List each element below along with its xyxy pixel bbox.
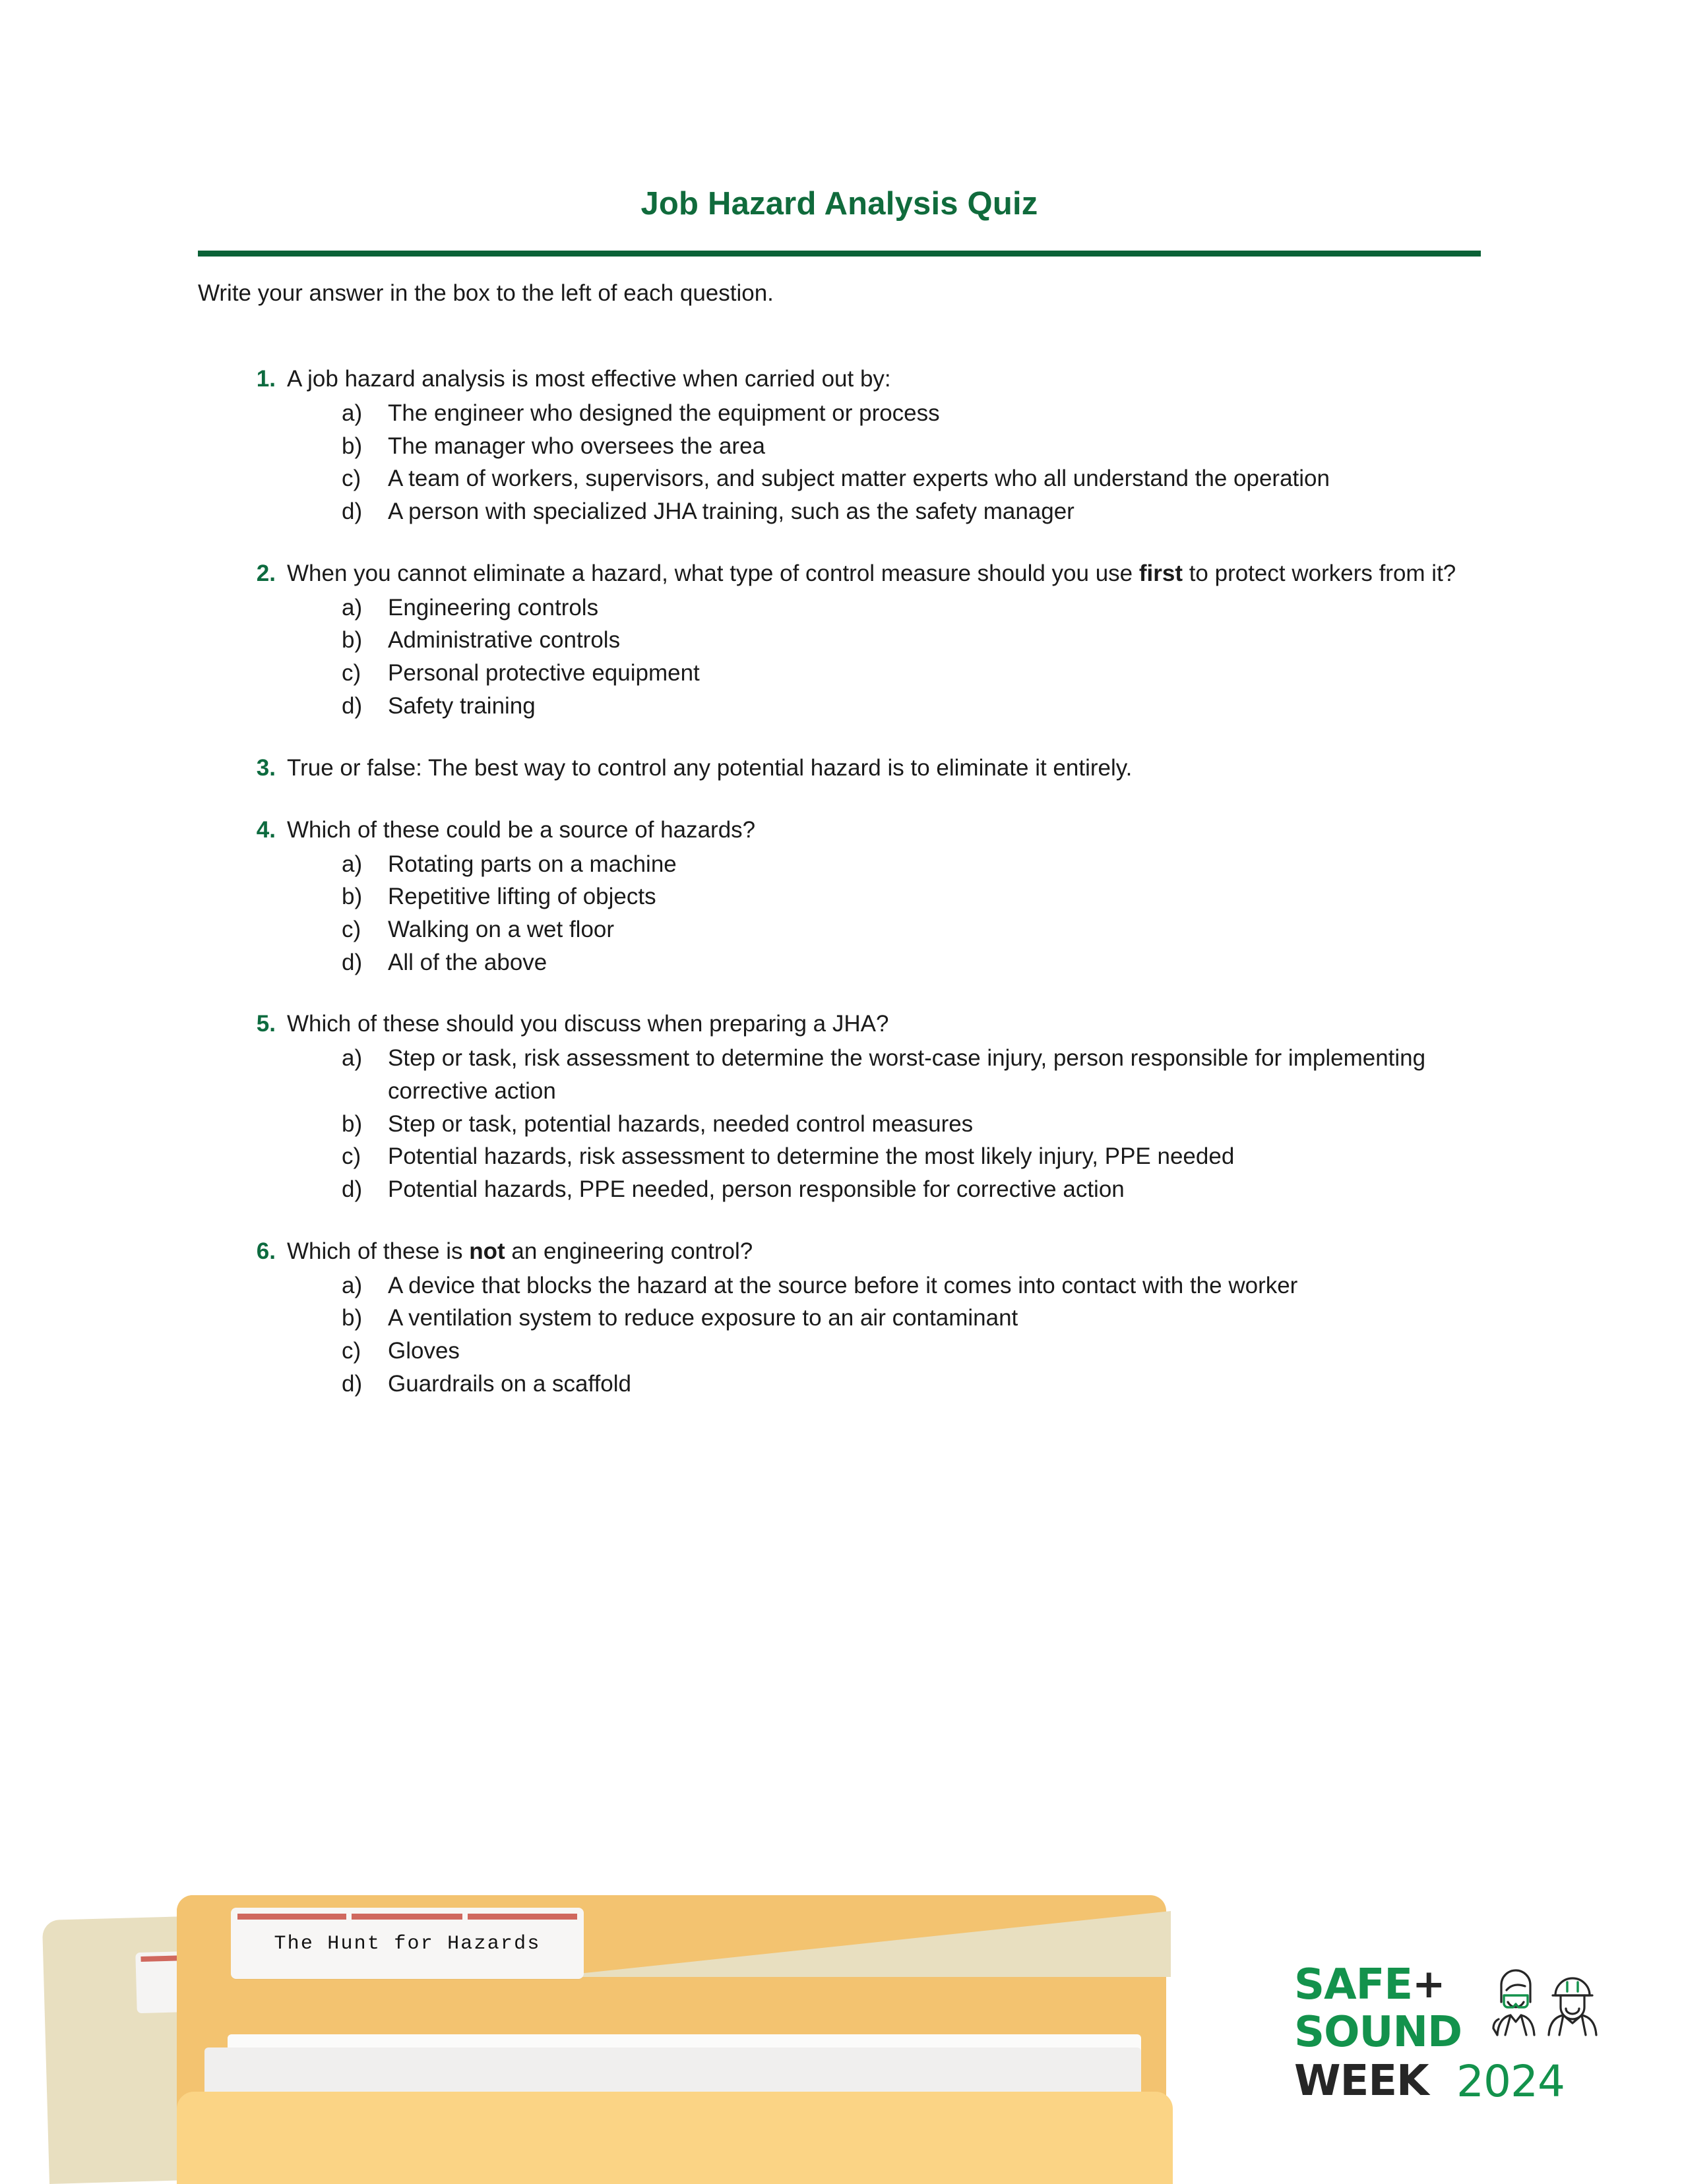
option-text: Step or task, potential hazards, needed control measures xyxy=(388,1110,974,1137)
option-letter: b) xyxy=(342,1110,363,1137)
option-text: Engineering controls xyxy=(388,594,599,621)
option-letter: b) xyxy=(342,1305,363,1331)
option-letter: b) xyxy=(342,627,363,653)
option-row xyxy=(198,1269,1487,1302)
option-text: Walking on a wet floor xyxy=(388,916,615,942)
option-row xyxy=(198,848,1487,881)
option-text: A person with specialized JHA training, such as the safety manager xyxy=(388,499,1075,525)
question-text: Which of these could be a source of hazards? xyxy=(287,816,756,843)
option-text: The manager who oversees the area xyxy=(388,433,765,459)
option-row xyxy=(198,1108,1487,1141)
option-text: A device that blocks the hazard at the source before it comes into contact with the worker xyxy=(388,1272,1298,1298)
question-row xyxy=(198,1235,1487,1268)
question-block xyxy=(198,363,1487,528)
option-row xyxy=(198,690,1487,723)
option-row xyxy=(198,624,1487,657)
option-row xyxy=(198,592,1487,624)
option-letter: c) xyxy=(342,660,361,686)
option-row xyxy=(198,1140,1487,1173)
option-letter: c) xyxy=(342,1143,361,1170)
logo-year-text: 2024 xyxy=(1456,2056,1565,2107)
option-text: Step or task, risk assessment to determine the worst-case injury, person responsible for implementing corrective action xyxy=(388,1045,1426,1104)
question-emphasis: first xyxy=(1138,560,1183,586)
option-row xyxy=(198,1042,1487,1107)
question-number: 3. xyxy=(256,754,276,781)
two-workers-icon xyxy=(1484,1961,1611,2059)
folder-front-flap xyxy=(177,2092,1173,2184)
option-text: The engineer who designed the equipment or process xyxy=(388,400,940,426)
question-text: When you cannot eliminate a hazard, what type of control measure should you use first to protect workers from it? xyxy=(287,560,1456,586)
question-block xyxy=(198,1235,1487,1401)
option-text: Gloves xyxy=(388,1338,460,1364)
folder-label xyxy=(231,1908,584,1979)
option-text: A team of workers, supervisors, and subject matter experts who all understand the operation xyxy=(388,466,1330,492)
option-letter: d) xyxy=(342,949,363,975)
safe-sound-week-logo xyxy=(1294,1960,1611,2115)
question-number: 6. xyxy=(256,1238,276,1264)
option-row xyxy=(198,397,1487,430)
option-text: A ventilation system to reduce exposure to an air contaminant xyxy=(388,1305,1018,1331)
question-emphasis: not xyxy=(469,1238,505,1264)
option-list xyxy=(198,397,1487,528)
option-text: Rotating parts on a machine xyxy=(388,851,677,877)
option-row xyxy=(198,880,1487,913)
option-row xyxy=(198,462,1487,495)
option-list xyxy=(198,1042,1487,1205)
page-title: Job Hazard Analysis Quiz xyxy=(640,186,1038,222)
option-list xyxy=(198,848,1487,979)
plus-icon: + xyxy=(1412,1961,1445,2007)
logo-safe-text xyxy=(1294,1960,1445,2009)
option-list xyxy=(198,1269,1487,1401)
question-text: A job hazard analysis is most effective when carried out by: xyxy=(287,366,891,392)
question-list xyxy=(198,363,1487,1429)
option-text: All of the above xyxy=(388,949,547,975)
option-text: Potential hazards, risk assessment to determine the most likely injury, PPE needed xyxy=(388,1143,1235,1170)
question-row xyxy=(198,814,1487,847)
option-text: Potential hazards, PPE needed, person responsible for corrective action xyxy=(388,1176,1125,1202)
option-letter: a) xyxy=(342,594,363,621)
option-letter: b) xyxy=(342,884,363,910)
option-letter: a) xyxy=(342,1272,363,1298)
instruction-text: Write your answer in the box to the left of each question. xyxy=(198,280,774,306)
option-text: Personal protective equipment xyxy=(388,660,700,686)
option-letter: a) xyxy=(342,400,363,426)
question-number: 4. xyxy=(256,816,276,843)
folder-label-stripe-1 xyxy=(237,1914,346,1920)
question-row xyxy=(198,557,1487,590)
option-row xyxy=(198,495,1487,528)
option-row xyxy=(198,1173,1487,1206)
option-letter: a) xyxy=(342,1045,363,1072)
option-text: Safety training xyxy=(388,692,536,719)
option-row xyxy=(198,1302,1487,1335)
logo-safe-word: SAFE xyxy=(1294,1960,1413,2009)
option-text: Repetitive lifting of objects xyxy=(388,884,656,910)
option-list xyxy=(198,592,1487,723)
question-text: Which of these is not an engineering control? xyxy=(287,1238,753,1264)
option-letter: d) xyxy=(342,692,363,719)
option-text: Guardrails on a scaffold xyxy=(388,1370,632,1397)
option-row xyxy=(198,430,1487,463)
option-letter: c) xyxy=(342,466,361,492)
folder-label-stripe-2 xyxy=(352,1914,462,1920)
question-block xyxy=(198,814,1487,979)
question-text: True or false: The best way to control any potential hazard is to eliminate it entirely. xyxy=(287,754,1133,781)
title-divider xyxy=(198,251,1481,257)
option-letter: d) xyxy=(342,1370,363,1397)
option-letter: c) xyxy=(342,1338,361,1364)
option-row xyxy=(198,1335,1487,1368)
option-row xyxy=(198,913,1487,946)
folder-label-stripe-3 xyxy=(468,1914,577,1920)
logo-sound-text: SOUND xyxy=(1294,2008,1462,2057)
option-text: Administrative controls xyxy=(388,627,621,653)
option-row xyxy=(198,1368,1487,1401)
option-letter: b) xyxy=(342,433,363,459)
option-row xyxy=(198,946,1487,979)
option-row xyxy=(198,657,1487,690)
option-letter: d) xyxy=(342,1176,363,1202)
question-block xyxy=(198,557,1487,723)
option-letter: a) xyxy=(342,851,363,877)
question-row xyxy=(198,1008,1487,1041)
question-block xyxy=(198,1008,1487,1205)
question-number: 1. xyxy=(256,366,276,392)
question-text: Which of these should you discuss when preparing a JHA? xyxy=(287,1011,889,1037)
question-block xyxy=(198,752,1487,785)
option-letter: d) xyxy=(342,499,363,525)
logo-week-text: WEEK xyxy=(1294,2057,1429,2106)
question-number: 2. xyxy=(256,560,276,586)
question-row xyxy=(198,752,1487,785)
folder-label-text: The Hunt for Hazards xyxy=(274,1933,541,1955)
option-letter: c) xyxy=(342,916,361,942)
question-row xyxy=(198,363,1487,396)
question-number: 5. xyxy=(256,1011,276,1037)
